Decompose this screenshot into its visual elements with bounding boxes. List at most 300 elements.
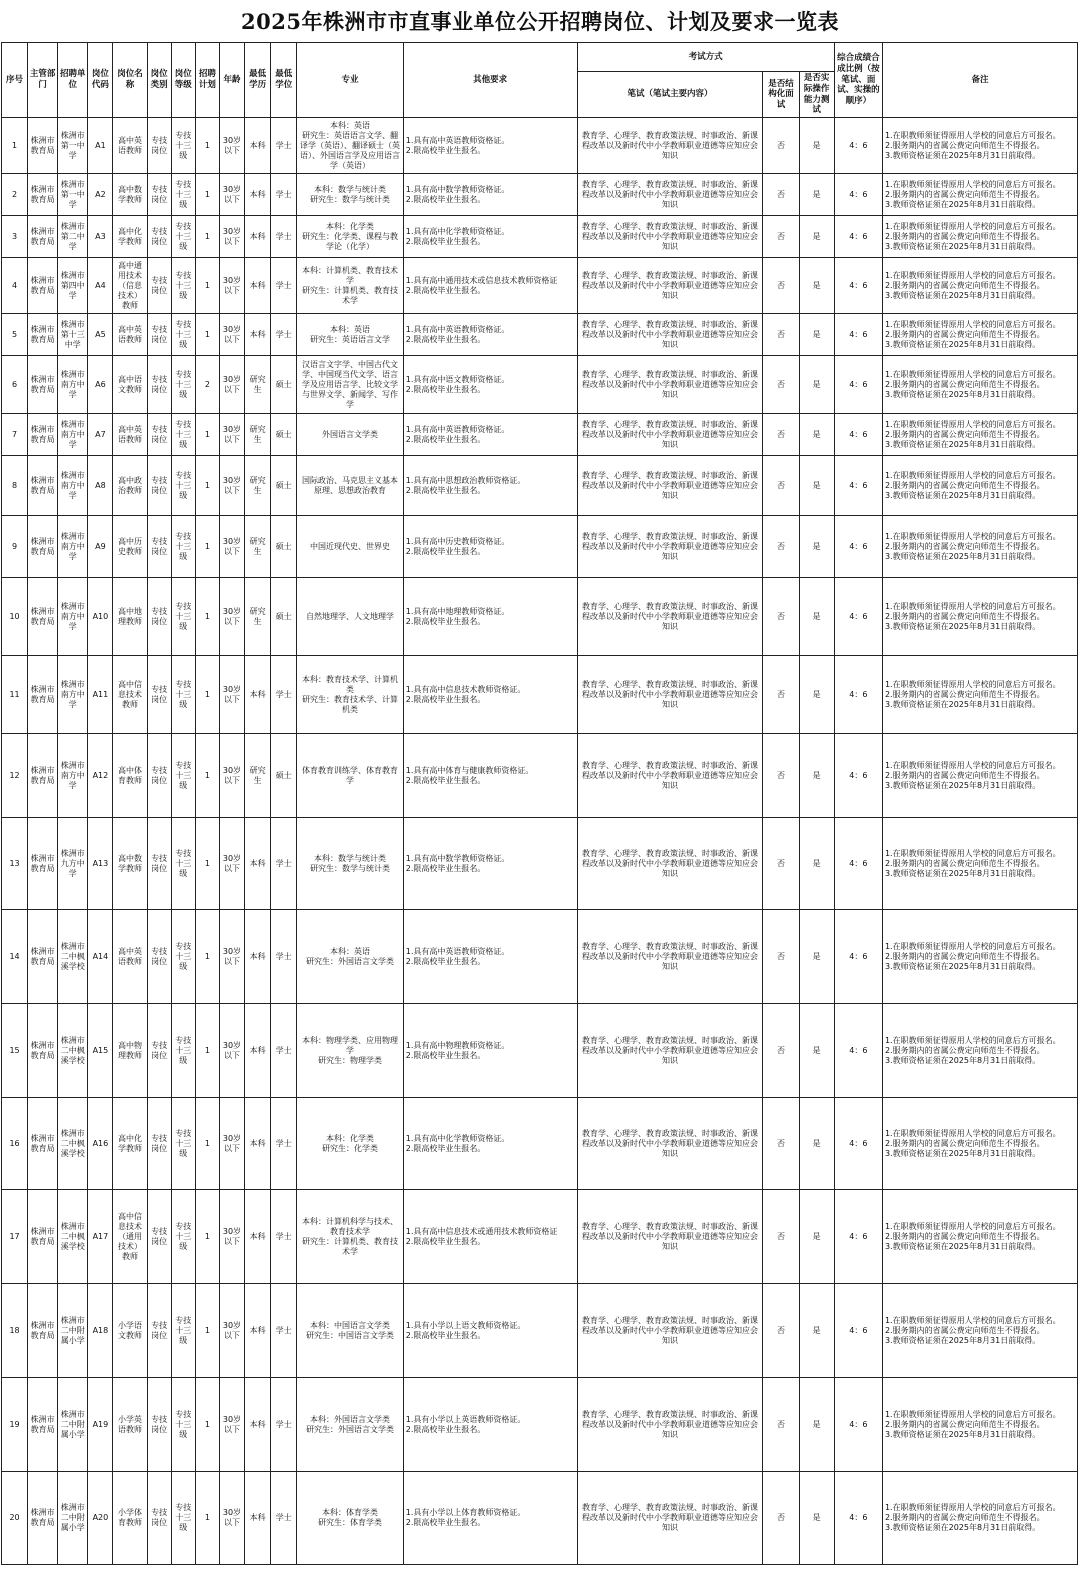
row-edu: 本科 (245, 174, 271, 216)
row-plan: 1 (195, 1004, 219, 1098)
row-other: 1.具有小学以上英语教师资格证。 2.限高校毕业生报名。 (403, 1378, 577, 1472)
row-plan: 1 (195, 1472, 219, 1565)
row-degree: 学士 (271, 1378, 297, 1472)
row-unit: 株洲市第十三中学 (58, 314, 88, 356)
row-written: 教育学、心理学、教育政策法规、时事政治、新课程改革以及新时代中小学教师职业道德等应知应会知识 (577, 1472, 763, 1565)
row-remark: 1.在职教师须征得原用人学校的同意后方可报名。 2.服务期内的省属公费定向师范生不得报名。 3.教师资格证须在2025年8月31日前取得。 (882, 516, 1077, 578)
row-written: 教育学、心理学、教育政策法规、时事政治、新课程改革以及新时代中小学教师职业道德等应知应会知识 (577, 216, 763, 258)
row-degree: 学士 (271, 1004, 297, 1098)
row-name: 高中英语教师 (113, 910, 147, 1004)
row-type: 专技岗位 (147, 578, 171, 656)
row-ratio: 4：6 (834, 910, 882, 1004)
row-practical: 是 (799, 578, 834, 656)
row-other: 1.具有高中英语教师资格证。 2.限高校毕业生报名。 (403, 118, 577, 174)
row-practical: 是 (799, 818, 834, 910)
row-ratio: 4：6 (834, 356, 882, 414)
row-practical: 是 (799, 216, 834, 258)
row-seq: 17 (2, 1190, 28, 1284)
row-ratio: 4：6 (834, 734, 882, 818)
row-age: 30岁以下 (219, 578, 244, 656)
row-major: 体育教育训练学、体育教育学 (297, 734, 403, 818)
row-level: 专技十三级 (171, 1190, 195, 1284)
row-dept: 株洲市教育局 (28, 356, 58, 414)
row-code: A4 (88, 258, 113, 314)
row-edu: 研究生 (245, 578, 271, 656)
row-name: 高中英语教师 (113, 314, 147, 356)
row-name: 高中历史教师 (113, 516, 147, 578)
row-seq: 20 (2, 1472, 28, 1565)
row-remark: 1.在职教师须征得原用人学校的同意后方可报名。 2.服务期内的省属公费定向师范生不得报名。 3.教师资格证须在2025年8月31日前取得。 (882, 216, 1077, 258)
row-name: 高中地理教师 (113, 578, 147, 656)
row-edu: 本科 (245, 1378, 271, 1472)
row-unit: 株洲市南方中学 (58, 656, 88, 734)
row-major: 国际政治、马克思主义基本原理、思想政治教育 (297, 456, 403, 516)
row-name: 高中政治教师 (113, 456, 147, 516)
page-title: 2025年株洲市市直事业单位公开招聘岗位、计划及要求一览表 (241, 9, 839, 34)
row-plan: 1 (195, 656, 219, 734)
row-degree: 学士 (271, 174, 297, 216)
row-ratio: 4：6 (834, 1284, 882, 1378)
row-other: 1.具有高中数学教师资格证。 2.限高校毕业生报名。 (403, 818, 577, 910)
row-unit: 株洲市二中枫溪学校 (58, 910, 88, 1004)
row-remark: 1.在职教师须征得原用人学校的同意后方可报名。 2.服务期内的省属公费定向师范生不得报名。 3.教师资格证须在2025年8月31日前取得。 (882, 414, 1077, 456)
row-seq: 5 (2, 314, 28, 356)
row-ratio: 4：6 (834, 1472, 882, 1565)
row-name: 高中通用技术（信息技术）教师 (113, 258, 147, 314)
row-edu: 本科 (245, 258, 271, 314)
row-ratio: 4：6 (834, 516, 882, 578)
row-major: 汉语言文字学、中国古代文学、中国现当代文学、语言学及应用语言学、比较文学与世界文学、新闻学、写作学 (297, 356, 403, 414)
row-remark: 1.在职教师须征得原用人学校的同意后方可报名。 2.服务期内的省属公费定向师范生不得报名。 3.教师资格证须在2025年8月31日前取得。 (882, 578, 1077, 656)
row-age: 30岁以下 (219, 734, 244, 818)
header-practical: 是否实际操作能力测试 (799, 72, 834, 118)
row-structured: 否 (763, 414, 799, 456)
row-other: 1.具有高中信息技术或通用技术教师资格证 2.限高校毕业生报名。 (403, 1190, 577, 1284)
row-seq: 7 (2, 414, 28, 456)
row-age: 30岁以下 (219, 356, 244, 414)
row-age: 30岁以下 (219, 1004, 244, 1098)
row-practical: 是 (799, 356, 834, 414)
row-structured: 否 (763, 656, 799, 734)
row-remark: 1.在职教师须征得原用人学校的同意后方可报名。 2.服务期内的省属公费定向师范生不得报名。 3.教师资格证须在2025年8月31日前取得。 (882, 258, 1077, 314)
row-structured: 否 (763, 258, 799, 314)
row-type: 专技岗位 (147, 216, 171, 258)
row-remark: 1.在职教师须征得原用人学校的同意后方可报名。 2.服务期内的省属公费定向师范生不得报名。 3.教师资格证须在2025年8月31日前取得。 (882, 656, 1077, 734)
row-degree: 学士 (271, 818, 297, 910)
row-remark: 1.在职教师须征得原用人学校的同意后方可报名。 2.服务期内的省属公费定向师范生不得报名。 3.教师资格证须在2025年8月31日前取得。 (882, 456, 1077, 516)
row-structured: 否 (763, 578, 799, 656)
row-code: A15 (88, 1004, 113, 1098)
row-structured: 否 (763, 516, 799, 578)
row-seq: 11 (2, 656, 28, 734)
header-structured: 是否结构化面试 (763, 72, 799, 118)
row-code: A1 (88, 118, 113, 174)
row-degree: 硕士 (271, 734, 297, 818)
row-age: 30岁以下 (219, 258, 244, 314)
row-name: 高中化学教师 (113, 1098, 147, 1190)
row-plan: 1 (195, 734, 219, 818)
table-row (2, 516, 1078, 578)
row-code: A18 (88, 1284, 113, 1378)
row-written: 教育学、心理学、教育政策法规、时事政治、新课程改革以及新时代中小学教师职业道德等应知应会知识 (577, 818, 763, 910)
row-dept: 株洲市教育局 (28, 1190, 58, 1284)
row-degree: 学士 (271, 1190, 297, 1284)
row-written: 教育学、心理学、教育政策法规、时事政治、新课程改革以及新时代中小学教师职业道德等应知应会知识 (577, 414, 763, 456)
row-type: 专技岗位 (147, 118, 171, 174)
row-major: 本科：中国语言文学类 研究生：中国语言文学类 (297, 1284, 403, 1378)
row-structured: 否 (763, 356, 799, 414)
row-unit: 株洲市第二中学 (58, 216, 88, 258)
row-dept: 株洲市教育局 (28, 1472, 58, 1565)
row-written: 教育学、心理学、教育政策法规、时事政治、新课程改革以及新时代中小学教师职业道德等应知应会知识 (577, 174, 763, 216)
table-row (2, 578, 1078, 656)
row-written: 教育学、心理学、教育政策法规、时事政治、新课程改革以及新时代中小学教师职业道德等应知应会知识 (577, 118, 763, 174)
row-other: 1.具有高中体育与健康教师资格证。 2.限高校毕业生报名。 (403, 734, 577, 818)
header-plan: 招聘计划 (195, 43, 219, 118)
row-other: 1.具有高中语文教师资格证。 2.限高校毕业生报名。 (403, 356, 577, 414)
table-row (2, 118, 1078, 174)
table-row (2, 174, 1078, 216)
row-degree: 学士 (271, 910, 297, 1004)
row-other: 1.具有高中英语教师资格证。 2.限高校毕业生报名。 (403, 910, 577, 1004)
row-name: 高中体育教师 (113, 734, 147, 818)
row-plan: 1 (195, 456, 219, 516)
row-practical: 是 (799, 118, 834, 174)
row-age: 30岁以下 (219, 414, 244, 456)
recruitment-table (1, 42, 1078, 1565)
row-other: 1.具有高中英语教师资格证。 2.限高校毕业生报名。 (403, 414, 577, 456)
row-type: 专技岗位 (147, 356, 171, 414)
row-major: 中国近现代史、世界史 (297, 516, 403, 578)
row-practical: 是 (799, 656, 834, 734)
row-written: 教育学、心理学、教育政策法规、时事政治、新课程改革以及新时代中小学教师职业道德等应知应会知识 (577, 356, 763, 414)
row-plan: 1 (195, 910, 219, 1004)
row-seq: 19 (2, 1378, 28, 1472)
row-level: 专技十三级 (171, 356, 195, 414)
row-degree: 学士 (271, 1098, 297, 1190)
row-structured: 否 (763, 1472, 799, 1565)
table-row (2, 314, 1078, 356)
row-dept: 株洲市教育局 (28, 578, 58, 656)
row-edu: 研究生 (245, 356, 271, 414)
table-row (2, 216, 1078, 258)
row-unit: 株洲市南方中学 (58, 516, 88, 578)
table-row (2, 1004, 1078, 1098)
header-major: 专业 (297, 43, 403, 118)
row-unit: 株洲市九方中学 (58, 818, 88, 910)
row-practical: 是 (799, 1378, 834, 1472)
row-age: 30岁以下 (219, 314, 244, 356)
row-dept: 株洲市教育局 (28, 216, 58, 258)
row-code: A16 (88, 1098, 113, 1190)
row-plan: 1 (195, 1098, 219, 1190)
table-row (2, 910, 1078, 1004)
row-unit: 株洲市二中附属小学 (58, 1378, 88, 1472)
row-written: 教育学、心理学、教育政策法规、时事政治、新课程改革以及新时代中小学教师职业道德等应知应会知识 (577, 734, 763, 818)
row-unit: 株洲市二中附属小学 (58, 1284, 88, 1378)
row-plan: 1 (195, 578, 219, 656)
row-remark: 1.在职教师须征得原用人学校的同意后方可报名。 2.服务期内的省属公费定向师范生不得报名。 3.教师资格证须在2025年8月31日前取得。 (882, 1284, 1077, 1378)
row-ratio: 4：6 (834, 216, 882, 258)
row-name: 高中数学教师 (113, 818, 147, 910)
row-dept: 株洲市教育局 (28, 118, 58, 174)
row-unit: 株洲市南方中学 (58, 414, 88, 456)
row-age: 30岁以下 (219, 456, 244, 516)
row-seq: 3 (2, 216, 28, 258)
row-written: 教育学、心理学、教育政策法规、时事政治、新课程改革以及新时代中小学教师职业道德等应知应会知识 (577, 1004, 763, 1098)
table-row (2, 1284, 1078, 1378)
row-major: 本科：英语 研究生：外国语言文学类 (297, 910, 403, 1004)
row-unit: 株洲市第一中学 (58, 174, 88, 216)
table-row (2, 818, 1078, 910)
row-written: 教育学、心理学、教育政策法规、时事政治、新课程改革以及新时代中小学教师职业道德等应知应会知识 (577, 1378, 763, 1472)
table-row (2, 1472, 1078, 1565)
row-age: 30岁以下 (219, 1284, 244, 1378)
row-type: 专技岗位 (147, 1004, 171, 1098)
row-age: 30岁以下 (219, 216, 244, 258)
row-other: 1.具有高中地理教师资格证。 2.限高校毕业生报名。 (403, 578, 577, 656)
row-practical: 是 (799, 258, 834, 314)
row-structured: 否 (763, 910, 799, 1004)
row-name: 小学体育教师 (113, 1472, 147, 1565)
row-degree: 学士 (271, 1472, 297, 1565)
row-level: 专技十三级 (171, 118, 195, 174)
row-written: 教育学、心理学、教育政策法规、时事政治、新课程改革以及新时代中小学教师职业道德等应知应会知识 (577, 516, 763, 578)
header-code: 岗位代码 (88, 43, 113, 118)
row-seq: 12 (2, 734, 28, 818)
row-other: 1.具有高中历史教师资格证。 2.限高校毕业生报名。 (403, 516, 577, 578)
row-code: A6 (88, 356, 113, 414)
header-remark: 备注 (882, 43, 1077, 118)
header-dept: 主管部门 (28, 43, 58, 118)
row-degree: 硕士 (271, 516, 297, 578)
row-practical: 是 (799, 734, 834, 818)
row-dept: 株洲市教育局 (28, 414, 58, 456)
row-unit: 株洲市第四中学 (58, 258, 88, 314)
row-ratio: 4：6 (834, 578, 882, 656)
header-age: 年龄 (219, 43, 244, 118)
row-age: 30岁以下 (219, 910, 244, 1004)
row-degree: 学士 (271, 258, 297, 314)
row-major: 自然地理学、人文地理学 (297, 578, 403, 656)
row-ratio: 4：6 (834, 118, 882, 174)
row-level: 专技十三级 (171, 1378, 195, 1472)
row-major: 本科：数学与统计类 研究生：数学与统计类 (297, 174, 403, 216)
row-level: 专技十三级 (171, 174, 195, 216)
row-unit: 株洲市第一中学 (58, 118, 88, 174)
row-name: 小学语文教师 (113, 1284, 147, 1378)
row-structured: 否 (763, 1284, 799, 1378)
row-seq: 9 (2, 516, 28, 578)
row-age: 30岁以下 (219, 118, 244, 174)
row-type: 专技岗位 (147, 516, 171, 578)
row-major: 本科：体育学类 研究生：体育学类 (297, 1472, 403, 1565)
row-code: A10 (88, 578, 113, 656)
row-level: 专技十三级 (171, 216, 195, 258)
row-dept: 株洲市教育局 (28, 258, 58, 314)
table-row (2, 414, 1078, 456)
row-type: 专技岗位 (147, 1098, 171, 1190)
row-type: 专技岗位 (147, 656, 171, 734)
row-plan: 2 (195, 356, 219, 414)
row-dept: 株洲市教育局 (28, 818, 58, 910)
row-plan: 1 (195, 1284, 219, 1378)
row-seq: 4 (2, 258, 28, 314)
row-level: 专技十三级 (171, 734, 195, 818)
row-major: 本科：计算机科学与技术、教育技术学 研究生：计算机类、教育技术学 (297, 1190, 403, 1284)
row-age: 30岁以下 (219, 1378, 244, 1472)
row-age: 30岁以下 (219, 516, 244, 578)
table-row (2, 734, 1078, 818)
row-edu: 研究生 (245, 414, 271, 456)
row-type: 专技岗位 (147, 818, 171, 910)
row-written: 教育学、心理学、教育政策法规、时事政治、新课程改革以及新时代中小学教师职业道德等应知应会知识 (577, 456, 763, 516)
row-remark: 1.在职教师须征得原用人学校的同意后方可报名。 2.服务期内的省属公费定向师范生不得报名。 3.教师资格证须在2025年8月31日前取得。 (882, 356, 1077, 414)
row-major: 本科：计算机类、教育技术学 研究生：计算机类、教育技术学 (297, 258, 403, 314)
row-edu: 本科 (245, 1004, 271, 1098)
row-dept: 株洲市教育局 (28, 734, 58, 818)
header-name: 岗位名称 (113, 43, 147, 118)
row-remark: 1.在职教师须征得原用人学校的同意后方可报名。 2.服务期内的省属公费定向师范生不得报名。 3.教师资格证须在2025年8月31日前取得。 (882, 1378, 1077, 1472)
row-dept: 株洲市教育局 (28, 1098, 58, 1190)
row-dept: 株洲市教育局 (28, 456, 58, 516)
row-edu: 本科 (245, 216, 271, 258)
row-edu: 研究生 (245, 516, 271, 578)
row-structured: 否 (763, 734, 799, 818)
row-ratio: 4：6 (834, 258, 882, 314)
table-row (2, 258, 1078, 314)
row-age: 30岁以下 (219, 1472, 244, 1565)
row-structured: 否 (763, 216, 799, 258)
row-dept: 株洲市教育局 (28, 314, 58, 356)
row-remark: 1.在职教师须征得原用人学校的同意后方可报名。 2.服务期内的省属公费定向师范生不得报名。 3.教师资格证须在2025年8月31日前取得。 (882, 910, 1077, 1004)
row-type: 专技岗位 (147, 174, 171, 216)
row-type: 专技岗位 (147, 1378, 171, 1472)
row-ratio: 4：6 (834, 656, 882, 734)
row-other: 1.具有高中信息技术教师资格证。 2.限高校毕业生报名。 (403, 656, 577, 734)
row-level: 专技十三级 (171, 314, 195, 356)
row-degree: 硕士 (271, 414, 297, 456)
row-practical: 是 (799, 1190, 834, 1284)
row-degree: 学士 (271, 118, 297, 174)
row-edu: 本科 (245, 910, 271, 1004)
row-ratio: 4：6 (834, 1098, 882, 1190)
row-ratio: 4：6 (834, 1004, 882, 1098)
row-level: 专技十三级 (171, 1284, 195, 1378)
row-edu: 本科 (245, 818, 271, 910)
row-ratio: 4：6 (834, 818, 882, 910)
row-unit: 株洲市二中附属小学 (58, 1472, 88, 1565)
row-unit: 株洲市南方中学 (58, 456, 88, 516)
header-edu: 最低学历 (245, 43, 271, 118)
row-other: 1.具有高中英语教师资格证。 2.限高校毕业生报名。 (403, 314, 577, 356)
row-seq: 18 (2, 1284, 28, 1378)
table-row (2, 656, 1078, 734)
row-seq: 15 (2, 1004, 28, 1098)
row-dept: 株洲市教育局 (28, 1378, 58, 1472)
table-row (2, 1190, 1078, 1284)
row-edu: 本科 (245, 1190, 271, 1284)
row-remark: 1.在职教师须征得原用人学校的同意后方可报名。 2.服务期内的省属公费定向师范生不得报名。 3.教师资格证须在2025年8月31日前取得。 (882, 314, 1077, 356)
row-degree: 硕士 (271, 456, 297, 516)
row-level: 专技十三级 (171, 910, 195, 1004)
row-code: A14 (88, 910, 113, 1004)
row-code: A11 (88, 656, 113, 734)
row-written: 教育学、心理学、教育政策法规、时事政治、新课程改革以及新时代中小学教师职业道德等应知应会知识 (577, 1190, 763, 1284)
row-structured: 否 (763, 314, 799, 356)
row-type: 专技岗位 (147, 314, 171, 356)
row-edu: 本科 (245, 1472, 271, 1565)
row-unit: 株洲市南方中学 (58, 578, 88, 656)
header-exam: 考试方式 (577, 43, 834, 72)
row-level: 专技十三级 (171, 1098, 195, 1190)
row-practical: 是 (799, 1098, 834, 1190)
row-code: A13 (88, 818, 113, 910)
row-plan: 1 (195, 314, 219, 356)
row-degree: 学士 (271, 656, 297, 734)
row-written: 教育学、心理学、教育政策法规、时事政治、新课程改革以及新时代中小学教师职业道德等应知应会知识 (577, 910, 763, 1004)
row-type: 专技岗位 (147, 734, 171, 818)
row-type: 专技岗位 (147, 258, 171, 314)
row-unit: 株洲市二中枫溪学校 (58, 1004, 88, 1098)
row-other: 1.具有高中物理教师资格证。 2.限高校毕业生报名。 (403, 1004, 577, 1098)
row-practical: 是 (799, 1284, 834, 1378)
row-plan: 1 (195, 258, 219, 314)
row-written: 教育学、心理学、教育政策法规、时事政治、新课程改革以及新时代中小学教师职业道德等应知应会知识 (577, 314, 763, 356)
row-level: 专技十三级 (171, 818, 195, 910)
row-practical: 是 (799, 516, 834, 578)
row-code: A3 (88, 216, 113, 258)
row-name: 小学英语教师 (113, 1378, 147, 1472)
table-row (2, 456, 1078, 516)
row-dept: 株洲市教育局 (28, 910, 58, 1004)
table-body (2, 118, 1078, 1565)
row-major: 本科：英语 研究生：英语语言文学、翻译学（英语）、翻译硕士（英语）、外国语言学及应用语言学（英语） (297, 118, 403, 174)
row-practical: 是 (799, 1004, 834, 1098)
row-structured: 否 (763, 456, 799, 516)
row-other: 1.具有高中通用技术或信息技术教师资格证 2.限高校毕业生报名。 (403, 258, 577, 314)
row-other: 1.具有高中化学教师资格证。 2.限高校毕业生报名。 (403, 216, 577, 258)
row-code: A5 (88, 314, 113, 356)
header-ratio: 综合成绩合成比例（按笔试、面试、实操的顺序） (834, 43, 882, 118)
row-major: 外国语言文学类 (297, 414, 403, 456)
row-structured: 否 (763, 1190, 799, 1284)
row-level: 专技十三级 (171, 516, 195, 578)
row-name: 高中物理教师 (113, 1004, 147, 1098)
row-unit: 株洲市二中枫溪学校 (58, 1190, 88, 1284)
row-plan: 1 (195, 174, 219, 216)
row-dept: 株洲市教育局 (28, 1004, 58, 1098)
row-plan: 1 (195, 216, 219, 258)
row-structured: 否 (763, 1378, 799, 1472)
row-remark: 1.在职教师须征得原用人学校的同意后方可报名。 2.服务期内的省属公费定向师范生不得报名。 3.教师资格证须在2025年8月31日前取得。 (882, 818, 1077, 910)
row-name: 高中化学教师 (113, 216, 147, 258)
row-seq: 13 (2, 818, 28, 910)
row-seq: 8 (2, 456, 28, 516)
row-major: 本科：英语 研究生：英语语言文学 (297, 314, 403, 356)
row-level: 专技十三级 (171, 656, 195, 734)
row-degree: 学士 (271, 216, 297, 258)
row-remark: 1.在职教师须征得原用人学校的同意后方可报名。 2.服务期内的省属公费定向师范生不得报名。 3.教师资格证须在2025年8月31日前取得。 (882, 174, 1077, 216)
row-degree: 学士 (271, 314, 297, 356)
row-type: 专技岗位 (147, 456, 171, 516)
row-edu: 研究生 (245, 456, 271, 516)
row-unit: 株洲市南方中学 (58, 356, 88, 414)
row-type: 专技岗位 (147, 910, 171, 1004)
table-row (2, 1378, 1078, 1472)
row-major: 本科：化学类 研究生：化学类、课程与教学论（化学） (297, 216, 403, 258)
row-code: A17 (88, 1190, 113, 1284)
